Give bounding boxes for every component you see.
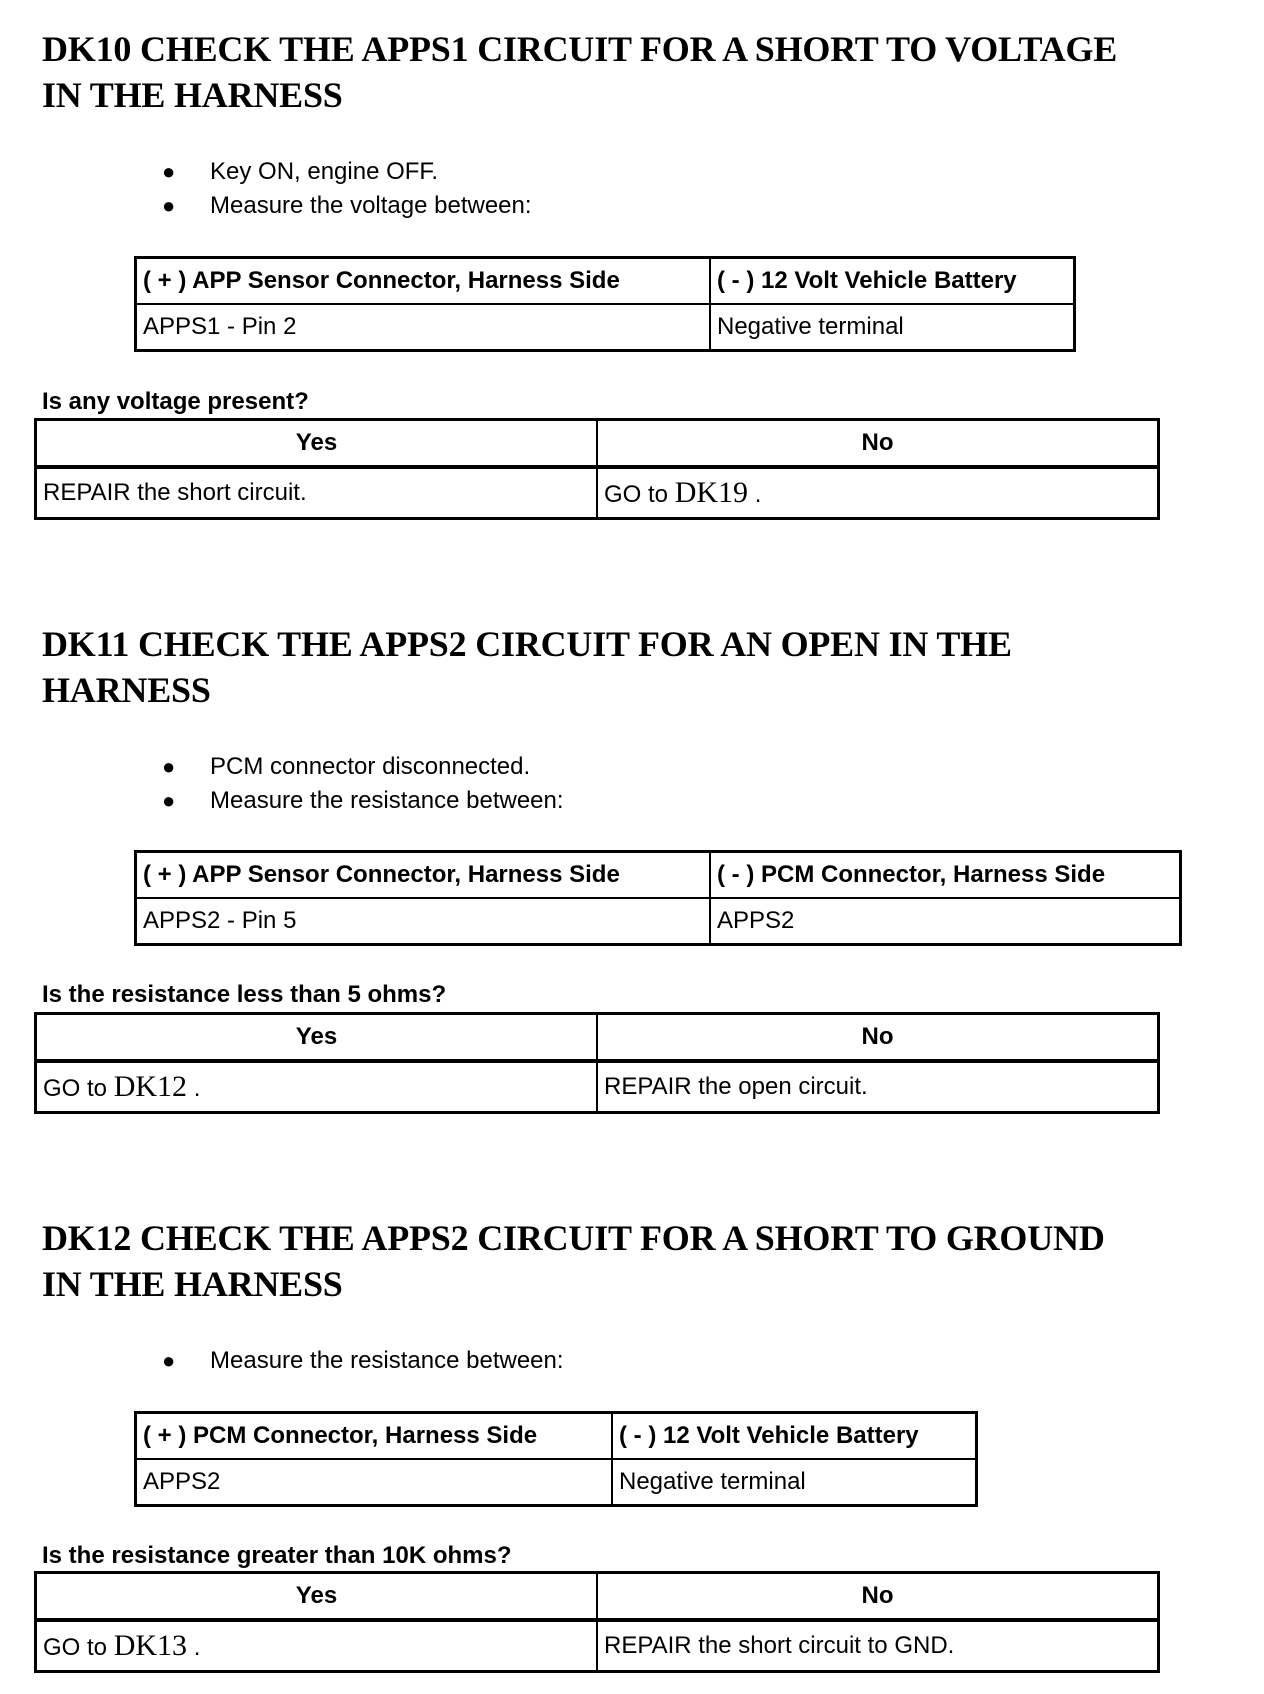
- no-header: No: [597, 1014, 1159, 1062]
- section-heading: [42, 1215, 1242, 1307]
- bullet-icon: ●: [162, 193, 176, 218]
- question-text: Is the resistance less than 5 ohms?: [42, 981, 447, 1008]
- step-list: [150, 750, 564, 818]
- yes-no-row: [36, 1620, 1159, 1672]
- positive-probe-value: APPS2 - Pin 5: [136, 898, 711, 945]
- goto-link-dk13[interactable]: DK13: [113, 1629, 188, 1662]
- heading-line-1: DK12 CHECK THE APPS2 CIRCUIT FOR A SHORT TO GROUND: [42, 1218, 1105, 1258]
- measurement-table: [134, 1411, 978, 1507]
- bullet-icon: ●: [162, 1348, 176, 1373]
- yes-action: GO to DK12 .: [36, 1061, 598, 1113]
- heading-line-2: HARNESS: [42, 670, 211, 710]
- negative-probe-header: ( - ) 12 Volt Vehicle Battery: [710, 258, 1075, 305]
- no-action: REPAIR the open circuit.: [597, 1061, 1159, 1113]
- heading-line-1: DK10 CHECK THE APPS1 CIRCUIT FOR A SHORT TO VOLTAGE: [42, 29, 1118, 69]
- question-text: Is any voltage present?: [42, 388, 309, 415]
- positive-probe-value: APPS1 - Pin 2: [136, 304, 711, 351]
- yes-no-table: [34, 1012, 1160, 1114]
- no-header: No: [597, 1573, 1159, 1621]
- yes-no-row: [36, 1061, 1159, 1113]
- measurement-row: [136, 898, 1181, 945]
- heading-line-2: IN THE HARNESS: [42, 75, 343, 115]
- goto-link-dk19[interactable]: DK19: [674, 476, 749, 509]
- yes-header: Yes: [36, 1573, 598, 1621]
- yes-action: GO to DK13 .: [36, 1620, 598, 1672]
- heading-line-1: DK11 CHECK THE APPS2 CIRCUIT FOR AN OPEN IN THE: [42, 624, 1012, 664]
- positive-probe-value: APPS2: [136, 1459, 613, 1506]
- measurement-header-row: [136, 1413, 977, 1460]
- heading-line-2: IN THE HARNESS: [42, 1264, 343, 1304]
- bullet-icon: ●: [162, 788, 176, 813]
- yes-header: Yes: [36, 420, 598, 468]
- step-list: [150, 1344, 564, 1378]
- no-action: GO to DK19 .: [597, 467, 1159, 519]
- measurement-row: [136, 304, 1075, 351]
- measurement-table: [134, 256, 1076, 352]
- measurement-table: [134, 850, 1182, 946]
- yes-action: REPAIR the short circuit.: [36, 467, 598, 519]
- yes-no-header-row: [36, 1573, 1159, 1621]
- positive-probe-header: ( + ) PCM Connector, Harness Side: [136, 1413, 613, 1460]
- negative-probe-header: ( - ) PCM Connector, Harness Side: [710, 852, 1181, 899]
- question-text: Is the resistance greater than 10K ohms?: [42, 1542, 512, 1569]
- step-item: ● Measure the resistance between:: [150, 784, 564, 818]
- measurement-row: [136, 1459, 977, 1506]
- step-item: ● Measure the resistance between:: [150, 1344, 564, 1378]
- negative-probe-header: ( - ) 12 Volt Vehicle Battery: [612, 1413, 977, 1460]
- negative-probe-value: Negative terminal: [612, 1459, 977, 1506]
- bullet-icon: ●: [162, 159, 176, 184]
- no-action: REPAIR the short circuit to GND.: [597, 1620, 1159, 1672]
- goto-link-dk12[interactable]: DK12: [113, 1070, 188, 1103]
- yes-no-header-row: [36, 420, 1159, 468]
- no-header: No: [597, 420, 1159, 468]
- positive-probe-header: ( + ) APP Sensor Connector, Harness Side: [136, 258, 711, 305]
- bullet-icon: ●: [162, 754, 176, 779]
- positive-probe-header: ( + ) APP Sensor Connector, Harness Side: [136, 852, 711, 899]
- negative-probe-value: APPS2: [710, 898, 1181, 945]
- measurement-header-row: [136, 258, 1075, 305]
- section-heading: [42, 26, 1242, 118]
- yes-no-row: [36, 467, 1159, 519]
- step-item: ● Key ON, engine OFF.: [150, 155, 532, 189]
- negative-probe-value: Negative terminal: [710, 304, 1075, 351]
- step-item: ● Measure the voltage between:: [150, 189, 532, 223]
- yes-no-table: [34, 1571, 1160, 1673]
- section-heading: [42, 621, 1242, 713]
- step-item: ● PCM connector disconnected.: [150, 750, 564, 784]
- step-list: [150, 155, 532, 223]
- yes-header: Yes: [36, 1014, 598, 1062]
- yes-no-table: [34, 418, 1160, 520]
- measurement-header-row: [136, 852, 1181, 899]
- yes-no-header-row: [36, 1014, 1159, 1062]
